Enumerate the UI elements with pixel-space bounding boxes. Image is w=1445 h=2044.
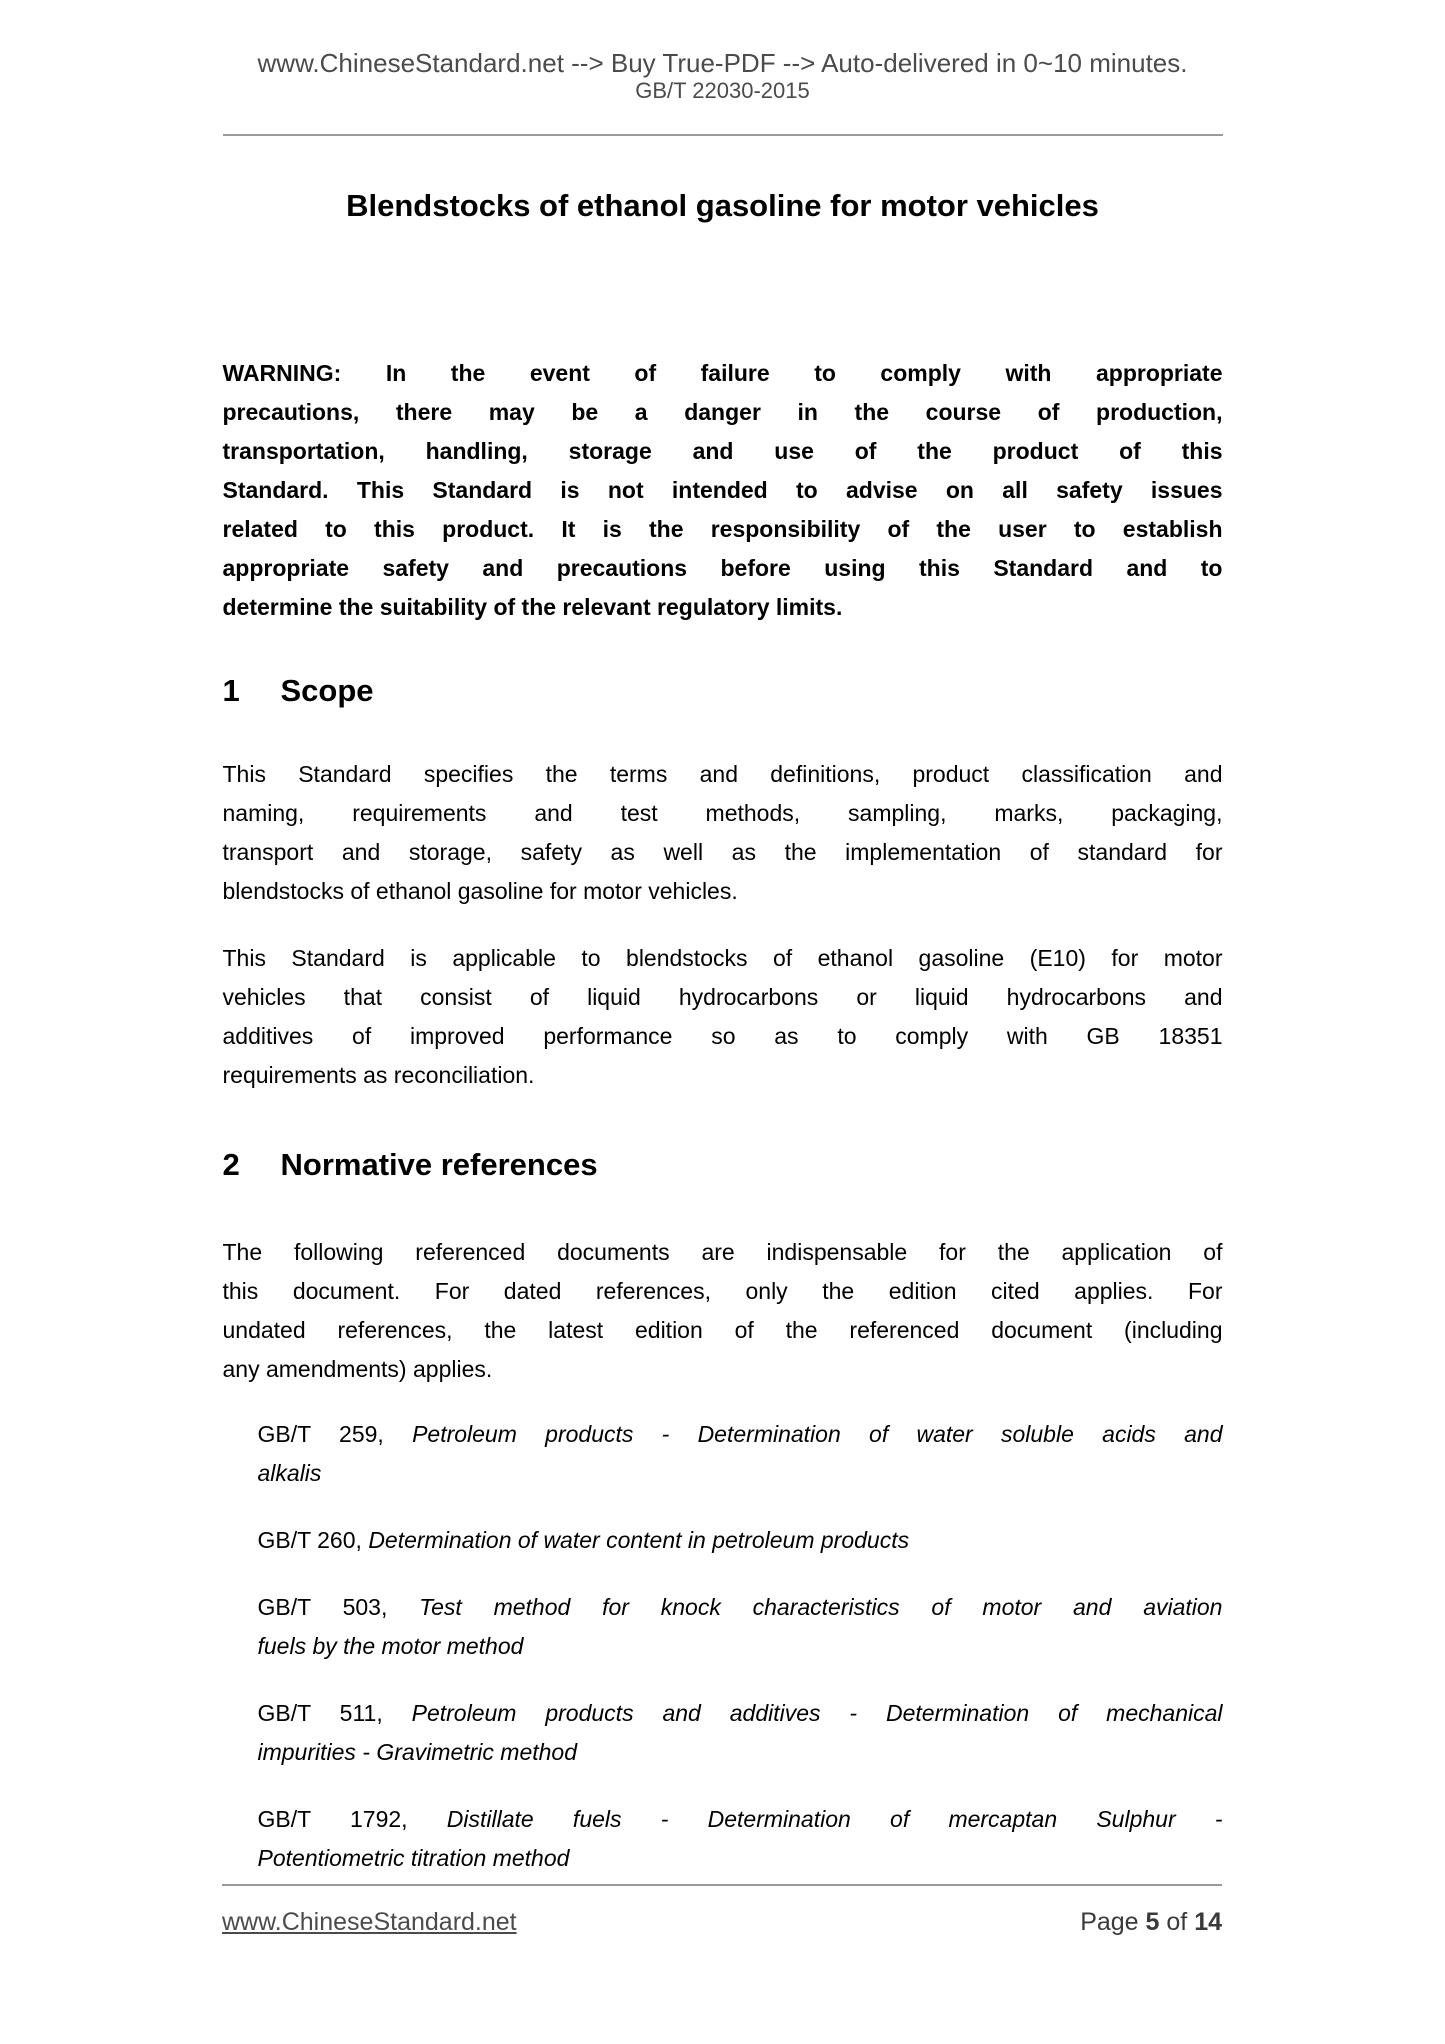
reference-line (258, 1800, 1223, 1839)
warning-line: appropriate safety and precautions before using this Standard and to (222, 555, 1223, 581)
footer-site-link[interactable]: www.ChineseStandard.net (222, 1908, 517, 1936)
section-1-heading (223, 673, 1223, 709)
reference-line (258, 1694, 1223, 1733)
page-word: Page (1080, 1908, 1146, 1936)
warning-line: determine the suitability of the relevant regulatory limits. (222, 594, 843, 620)
reference-line: alkalis (257, 1460, 322, 1486)
paragraph-line: This Standard specifies the terms and definitions, product classification and (222, 761, 1223, 787)
section-title: Normative references (280, 1147, 598, 1182)
reference-item (258, 1588, 1223, 1666)
warning-line: Standard. This Standard is not intended to advise on all safety issues (222, 477, 1223, 503)
page-content (223, 0, 1223, 1878)
paragraph-line: any amendments) applies. (222, 1356, 493, 1382)
page-total: 14 (1194, 1908, 1222, 1936)
scope-paragraph-2 (223, 939, 1223, 1095)
paragraph-line: transport and storage, safety as well as the implementation of standard for (222, 839, 1223, 865)
header-standard-number: GB/T 22030-2015 (635, 78, 810, 103)
header-tagline: www.ChineseStandard.net --> Buy True-PDF --> Auto-delivered in 0~10 minutes. (257, 48, 1188, 78)
page-footer (222, 1884, 1222, 1937)
reference-line (258, 1588, 1223, 1627)
reference-code: GB/T 260, (257, 1527, 369, 1553)
reference-title: Distillate fuels - Determination of mercaptan Sulphur - (446, 1806, 1223, 1832)
reference-line: Potentiometric titration method (257, 1845, 570, 1871)
paragraph-line: This Standard is applicable to blendstocks of ethanol gasoline (E10) for motor (222, 945, 1223, 971)
section-number: 1 (222, 673, 240, 708)
footer-row (222, 1908, 1222, 1937)
header-divider (223, 134, 1223, 136)
reference-title: Petroleum products and additives - Determination of mechanical (411, 1700, 1223, 1726)
paragraph-line: requirements as reconciliation. (222, 1062, 535, 1088)
reference-line (258, 1521, 1223, 1560)
of-word: of (1159, 1908, 1195, 1936)
reference-title: Petroleum products - Determination of water soluble acids and (412, 1421, 1223, 1447)
paragraph-line: blendstocks of ethanol gasoline for motor vehicles. (222, 878, 738, 904)
reference-line: impurities - Gravimetric method (257, 1739, 578, 1765)
reference-item (258, 1521, 1223, 1560)
document-title: Blendstocks of ethanol gasoline for motor vehicles (346, 188, 1099, 223)
reference-item (258, 1800, 1223, 1878)
warning-line: precautions, there may be a danger in the course of production, (222, 399, 1223, 425)
paragraph-line: undated references, the latest edition of the referenced document (including (222, 1317, 1223, 1343)
paragraph-line: additives of improved performance so as to comply with GB 18351 (222, 1023, 1223, 1049)
scope-paragraph-1 (223, 755, 1223, 911)
paragraph-line: vehicles that consist of liquid hydrocarbons or liquid hydrocarbons and (222, 984, 1223, 1010)
normative-paragraph (223, 1233, 1223, 1389)
reference-code: GB/T 511, (257, 1700, 412, 1726)
references-list (223, 1415, 1223, 1878)
paragraph-line: naming, requirements and test methods, sampling, marks, packaging, (222, 800, 1223, 826)
reference-code: GB/T 503, (257, 1594, 420, 1620)
paragraph-line: this document. For dated references, only the edition cited applies. For (222, 1278, 1223, 1304)
reference-code: GB/T 259, (257, 1421, 413, 1447)
reference-item (258, 1415, 1223, 1493)
section-title: Scope (280, 673, 374, 708)
reference-line: fuels by the motor method (257, 1633, 524, 1659)
warning-paragraph (223, 354, 1223, 627)
reference-line (258, 1415, 1223, 1454)
reference-title: Determination of water content in petroleum products (368, 1527, 910, 1553)
section-number: 2 (222, 1147, 240, 1182)
page-header (223, 0, 1223, 104)
paragraph-line: The following referenced documents are indispensable for the application of (222, 1239, 1223, 1265)
reference-title: Test method for knock characteristics of motor and aviation (419, 1594, 1223, 1620)
warning-line: transportation, handling, storage and use of the product of this (222, 438, 1223, 464)
footer-page-info (1080, 1908, 1222, 1937)
page-number: 5 (1145, 1908, 1160, 1936)
warning-line: WARNING: In the event of failure to comply with appropriate (222, 360, 1223, 386)
reference-code: GB/T 1792, (257, 1806, 447, 1832)
warning-line: related to this product. It is the responsibility of the user to establish (222, 516, 1223, 542)
section-2-heading (223, 1147, 1223, 1183)
footer-divider (222, 1884, 1222, 1886)
reference-item (258, 1694, 1223, 1772)
